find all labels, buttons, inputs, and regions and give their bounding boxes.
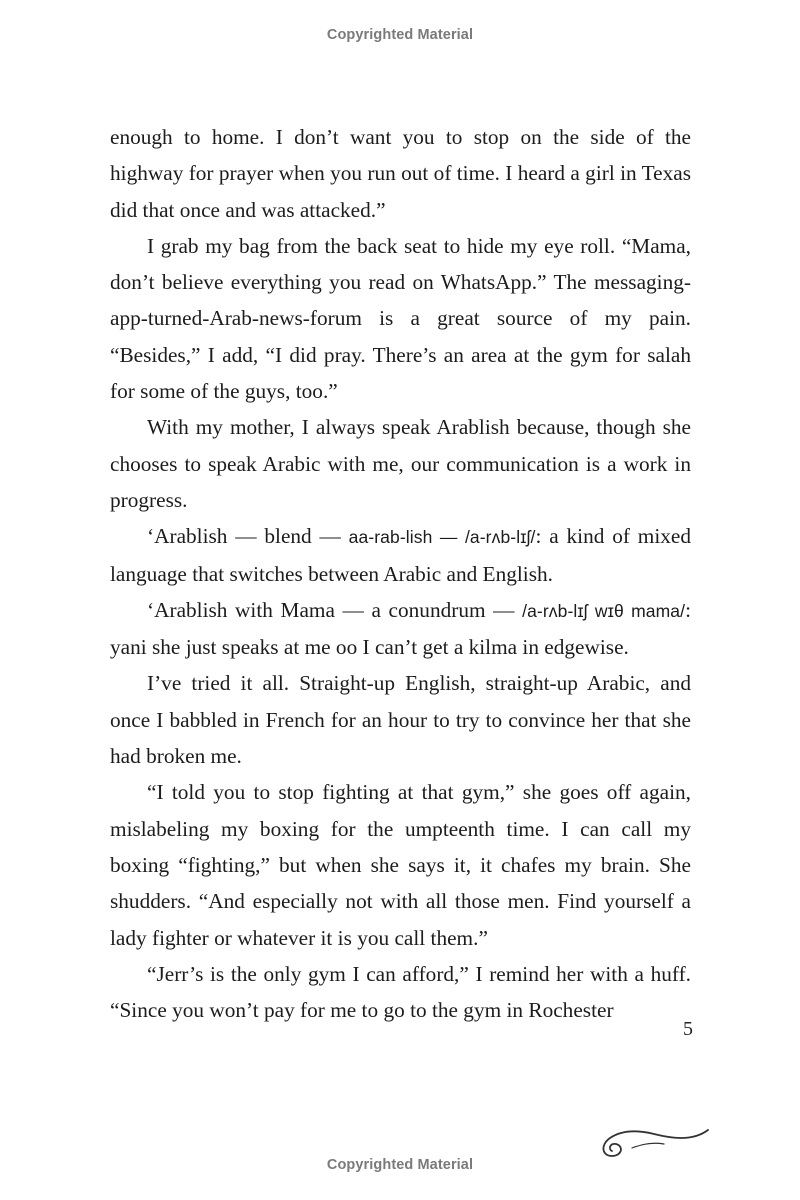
paragraph-2: I grab my bag from the back seat to hide my eye roll. “Mama, don’t believe everything you read on WhatsApp.” The messaging-app-turned-Arab-news-forum is a great source of my pain. “Besides,” I add, “I did pray. There’s an area at the gym for salah for some of the guys, too.” — [110, 233, 691, 404]
watermark-top: Copyrighted Material — [326, 27, 474, 43]
paragraph-8: “Jerr’s is the only gym I can afford,” I remind her with a huff. “Since you won’t pay for me to go to the gym in Rochester — [110, 961, 691, 1023]
watermark-bottom: Copyrighted Material — [326, 1157, 474, 1173]
definition-arablish — [110, 518, 691, 592]
definition-meaning: : a kind of mixed language that switches between Arabic and English. — [110, 524, 691, 586]
definition-pronunciation: aa-rab-lish — /a-rʌb-lɪʃ/ — [348, 527, 536, 548]
swirl-flourish-icon — [592, 1118, 710, 1162]
paragraph-6: I’ve tried it all. Straight-up English, straight-up Arabic, and once I babbled in French for an hour to try to convince her that she had broken me. — [110, 671, 691, 769]
body-text — [110, 119, 691, 1028]
paragraph-7: “I told you to stop fighting at that gym,” she goes off again, mislabeling my boxing for the umpteenth time. I can call my boxing “fighting,” but when she says it, it chafes my brain. She shudders. “And especially not with all those men. Find yourself a lady fighter or whatever it is you call them.” — [110, 780, 691, 950]
definition-meaning: : yani she just speaks at me oo I can’t get a kilma in edgewise. — [110, 597, 691, 660]
definition-arablish-with-mama — [110, 592, 691, 666]
definition-lead: ‘Arablish — blend — — [147, 524, 349, 549]
paragraph-3: With my mother, I always speak Arablish because, though she chooses to speak Arabic with me, our communication is a work in progress. — [110, 415, 691, 512]
page-number: 5 — [683, 1018, 693, 1040]
paragraph-1: enough to home. I don’t want you to stop on the side of the highway for prayer when you run out of time. I heard a girl in Texas did that once and was attacked.” — [110, 125, 691, 222]
definition-lead: ‘Arablish with Mama — a conundrum — — [147, 597, 523, 622]
definition-pronunciation: /a-rʌb-lɪʃ wɪθ mama/ — [522, 600, 686, 621]
